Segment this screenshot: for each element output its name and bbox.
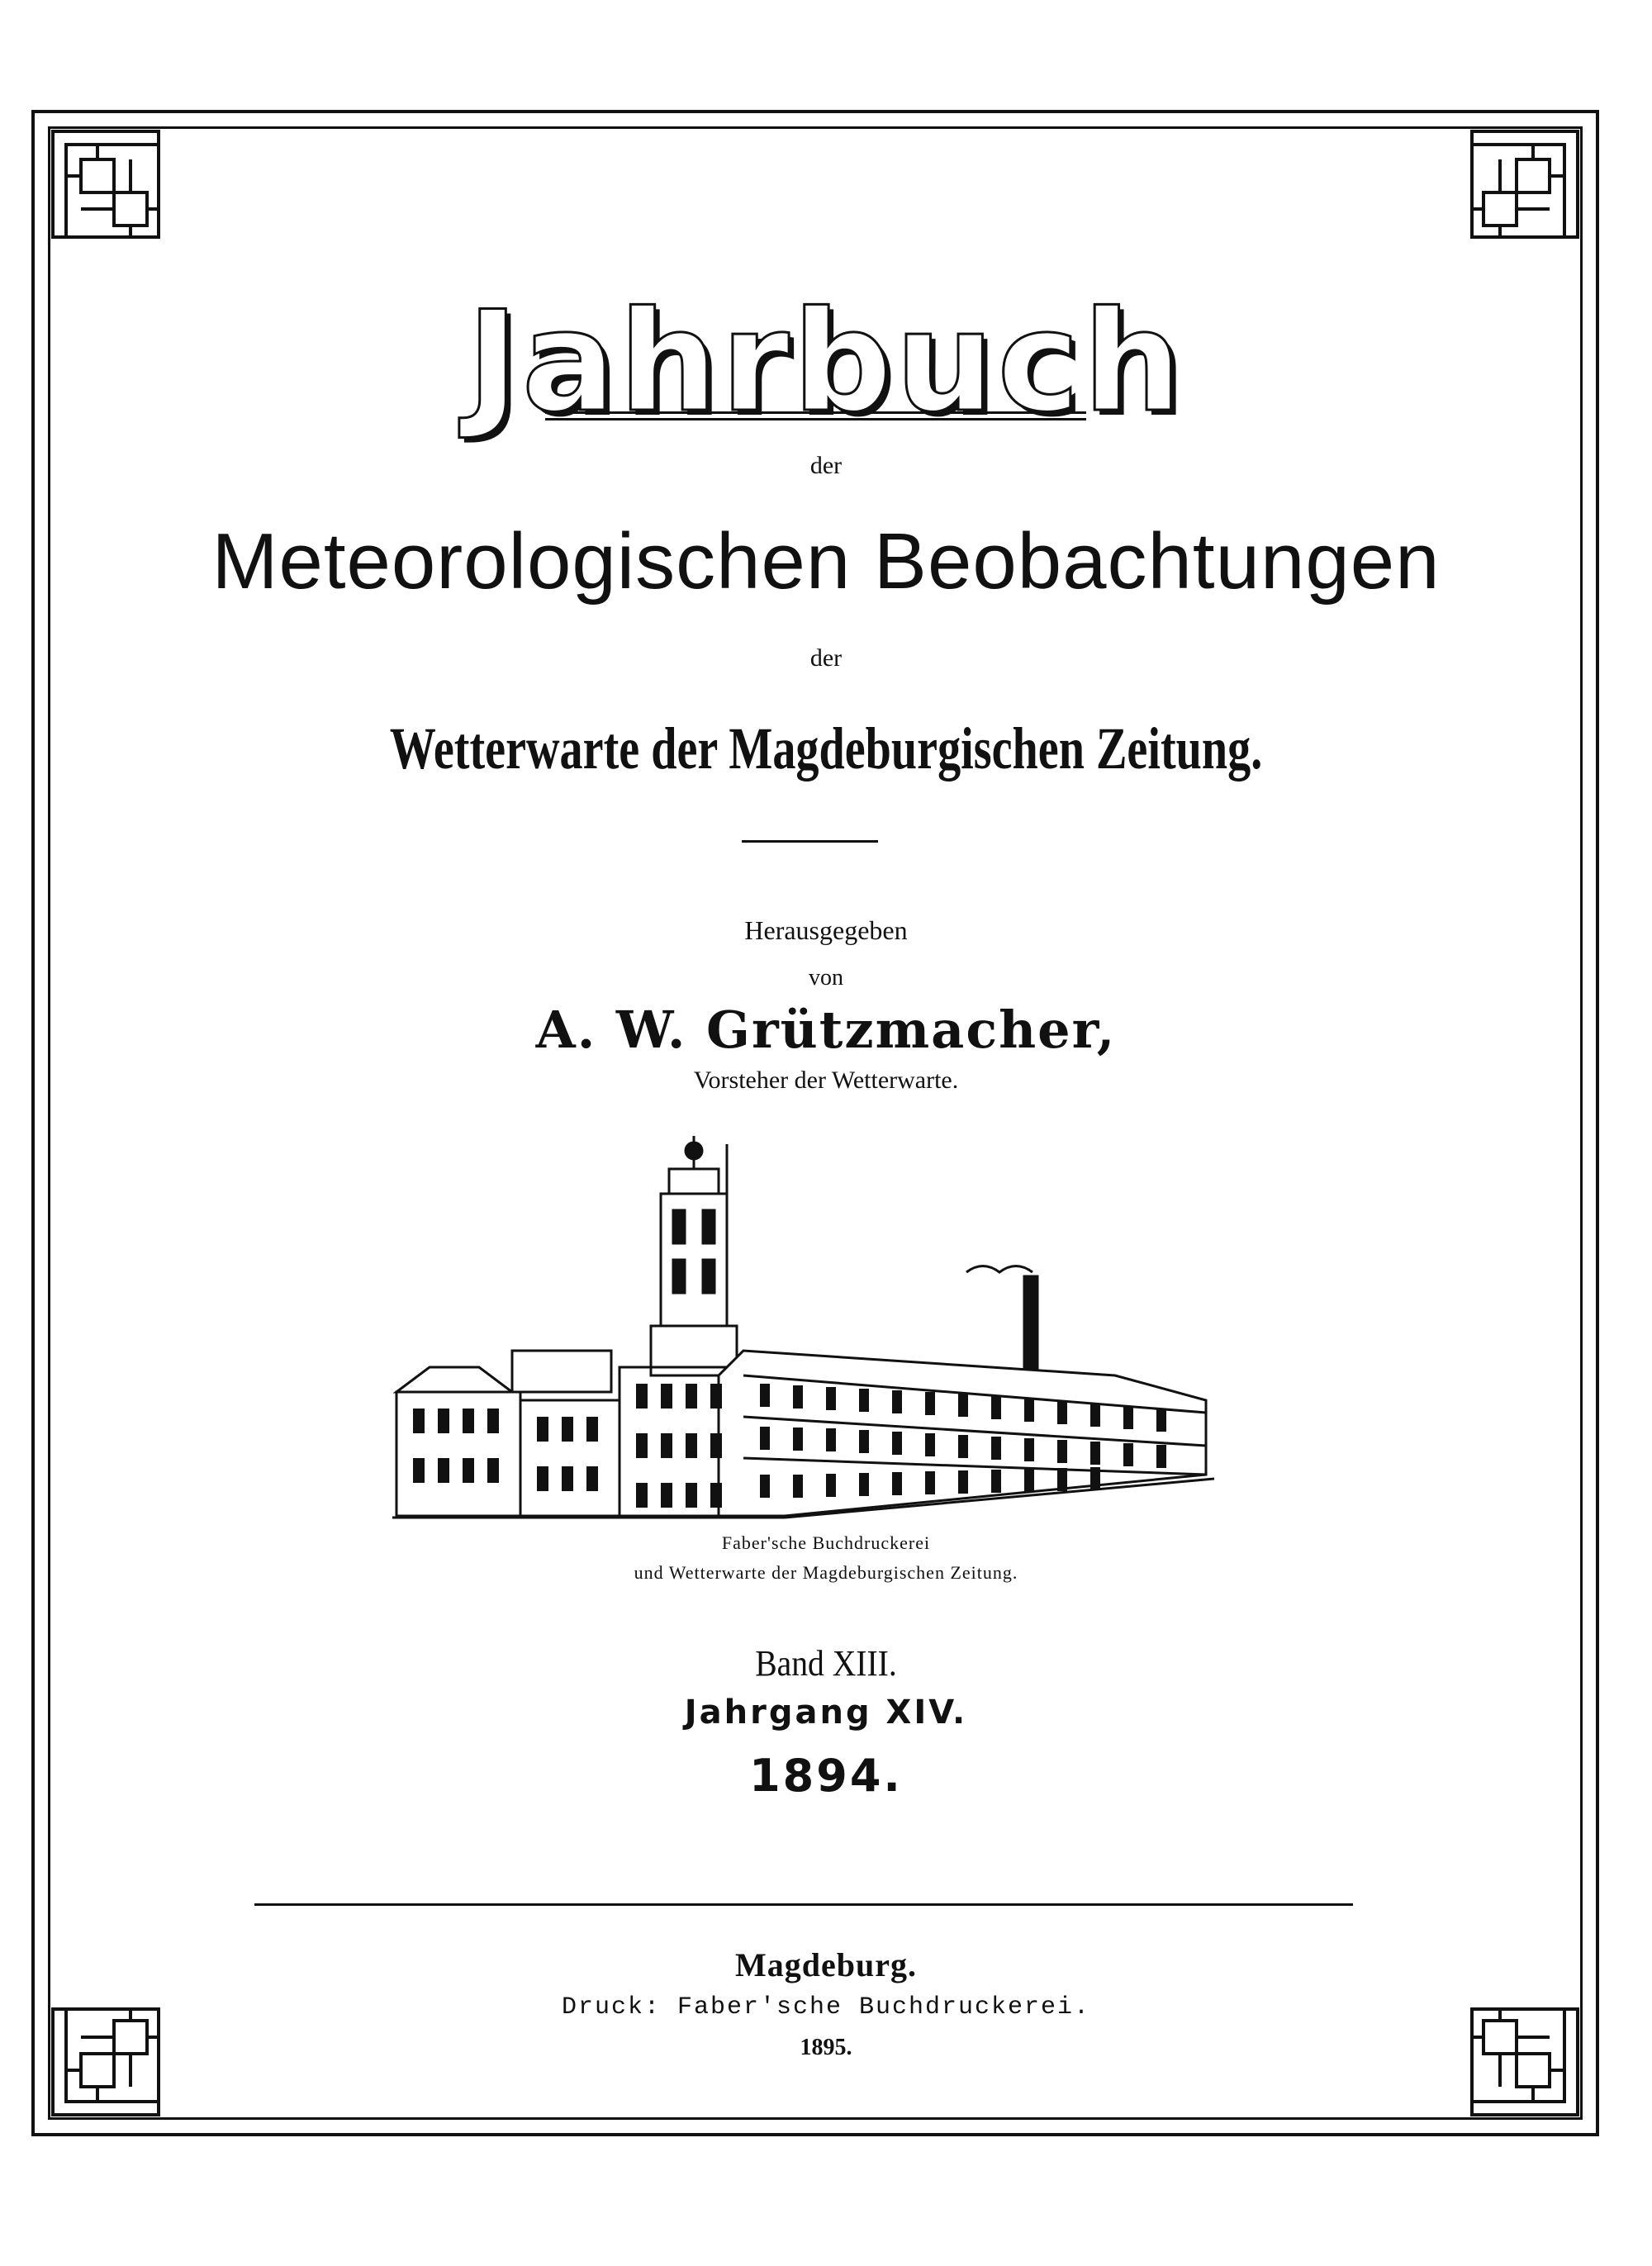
divider-short xyxy=(742,840,878,843)
title-underline xyxy=(545,411,1086,414)
corner-ornament-bottom-left xyxy=(48,2004,164,2120)
der-text: der xyxy=(809,452,843,479)
page-title: Jahrbuch xyxy=(467,281,1185,443)
building-illustration xyxy=(388,1128,1222,1524)
institution-name: Wetterwarte der Magdeburgischen Zeitung. xyxy=(389,715,1263,781)
author-role: Vorsteher der Wetterwarte. xyxy=(693,1066,959,1094)
volume-number: Band XIII. xyxy=(755,1643,897,1684)
volume-year: 1894. xyxy=(749,1750,903,1802)
imprint-year: 1895. xyxy=(800,2035,852,2060)
imprint-printer: Druck: Faber'sche Buchdruckerei. xyxy=(561,1993,1091,2021)
divider-long xyxy=(254,1903,1353,1906)
der-text-2: der xyxy=(809,644,843,672)
imprint-city: Magdeburg. xyxy=(735,1946,917,1983)
corner-ornament-top-right xyxy=(1467,126,1583,242)
corner-ornament-top-left xyxy=(48,126,164,242)
jahrgang: Jahrgang XIV. xyxy=(684,1694,968,1732)
editor-line: Herausgegeben xyxy=(744,915,908,945)
illustration-caption-line2: und Wetterwarte der Magdeburgischen Zeitung. xyxy=(634,1562,1018,1583)
title-underline-2 xyxy=(545,418,1086,420)
illustration-caption-line1: Faber'sche Buchdruckerei xyxy=(721,1532,931,1553)
author-name: A. W. Grützmacher, xyxy=(535,1000,1117,1060)
corner-ornament-bottom-right xyxy=(1467,2004,1583,2120)
von-text: von xyxy=(809,965,843,990)
subtitle: Meteorologischen Beobachtungen xyxy=(211,517,1441,606)
